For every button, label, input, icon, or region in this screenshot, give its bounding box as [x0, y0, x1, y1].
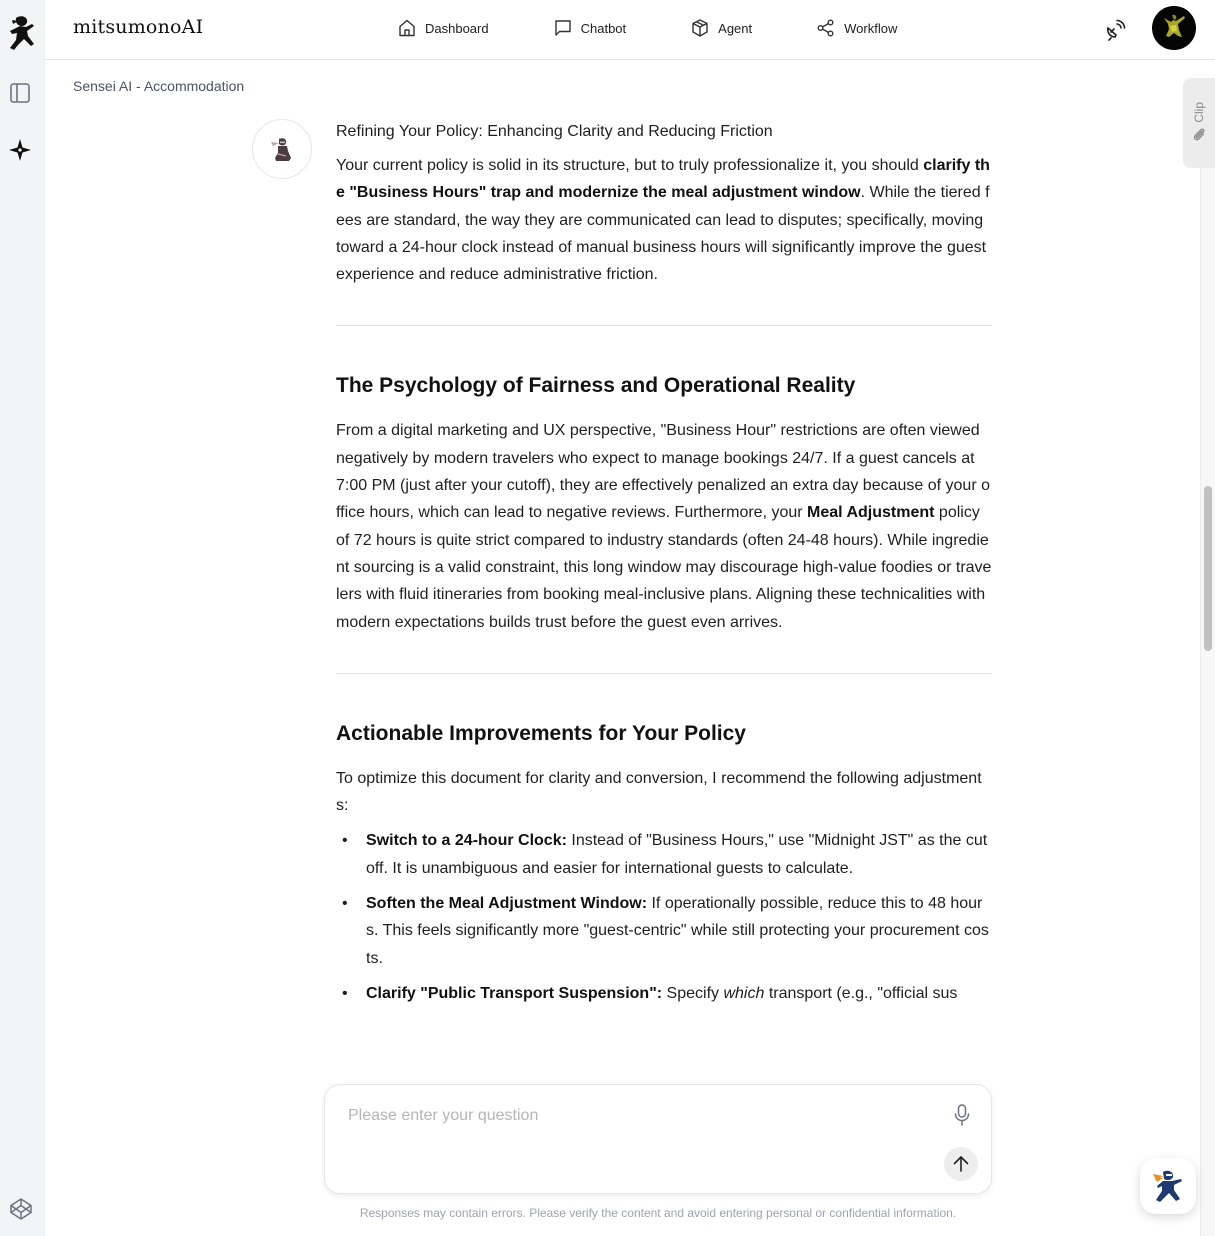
user-avatar[interactable] [1152, 6, 1196, 50]
codepen-cube-icon[interactable] [9, 1197, 33, 1221]
share-nodes-icon [816, 18, 836, 38]
psychology-bold: Meal Adjustment [807, 504, 935, 522]
list-item-title: Soften the Meal Adjustment Window: [366, 895, 648, 913]
bot-avatar [252, 119, 312, 179]
nav-agent[interactable] [690, 17, 752, 39]
list-item [336, 827, 992, 882]
message-intro [336, 152, 992, 288]
home-icon [397, 18, 417, 38]
list-item [336, 980, 992, 1007]
sensei-ninja-icon [267, 134, 297, 164]
psychology-text: From a digital marketing and UX perspective, "Business Hour" restrictions are often viewed negatively by modern travelers who expect to manage bookings 24/7. If a guest cancels at 7:00 PM (just after your cutoff), they are effectively penalized an extra day because of your office hours, which can lead to negative reviews. Furthermore, your [336, 422, 990, 522]
improvements-intro: To optimize this document for clarity and conversion, I recommend the following adjustments: [336, 769, 982, 815]
clip-label: Clip [1192, 102, 1206, 123]
list-item-title: Switch to a 24-hour Clock: [366, 832, 567, 850]
nav-chatbot-label: Chatbot [580, 20, 627, 36]
clip-side-tab[interactable] [1183, 78, 1215, 168]
nav-agent-label: Agent [718, 20, 753, 36]
cube-box-icon [690, 18, 710, 38]
chat-bubble-icon [553, 18, 573, 38]
question-input[interactable] [348, 1107, 928, 1167]
list-item-emphasis: which [723, 984, 765, 1002]
assistant-message [336, 120, 992, 1015]
section-divider [336, 325, 992, 326]
left-rail [0, 0, 45, 1236]
breadcrumb: Sensei AI - Accommodation [73, 78, 245, 94]
nav-workflow-label: Workflow [844, 20, 898, 36]
section-heading-psychology: The Psychology of Fairness and Operational Reality [336, 374, 856, 398]
chat-content [45, 60, 1183, 1076]
section-psychology-body [336, 417, 992, 635]
chat-composer [324, 1084, 992, 1194]
list-item-text-end: transport (e.g., "official sus [764, 984, 958, 1002]
intro-text: Your current policy is solid in its structure, but to truly professionalize it, you should [336, 157, 924, 174]
scrollbar-thumb[interactable] [1204, 486, 1212, 651]
intro-text-end: . While the tiered fees are standard, the way they are communicated can lead to disputes; specifically, moving toward a 24-hour clock instead of manual business hours will significantly improve the guest experience and reduce administrative friction. [336, 184, 990, 284]
ninja-mascot-icon [1148, 1166, 1188, 1206]
list-item-title: Clarify "Public Transport Suspension": [366, 984, 663, 1002]
section-divider [336, 673, 992, 674]
list-item-text: If operationally possible, reduce this to 48 hours. This feels significantly more "guest-centric" while still protecting your procurement costs. [366, 895, 989, 967]
sparkle-icon[interactable] [8, 138, 32, 162]
section-heading-improvements: Actionable Improvements for Your Policy [336, 721, 746, 745]
message-title: Refining Your Policy: Enhancing Clarity and Reducing Friction [336, 123, 773, 140]
top-header [45, 0, 1215, 60]
main-nav [397, 17, 897, 39]
avatar-ninja-figure-icon [1152, 6, 1196, 50]
send-button[interactable] [944, 1147, 978, 1181]
assistant-launcher-button[interactable] [1140, 1158, 1196, 1214]
nav-chatbot[interactable] [553, 17, 627, 39]
microphone-icon[interactable] [951, 1103, 973, 1127]
nav-dashboard[interactable] [397, 17, 489, 39]
sidebar-toggle-icon[interactable] [9, 82, 31, 104]
nav-workflow[interactable] [816, 17, 897, 39]
scrollbar-track[interactable] [1200, 168, 1215, 1236]
ninja-logo-icon[interactable] [4, 14, 40, 52]
list-item [336, 890, 992, 972]
list-item-text: Instead of "Business Hours," use "Midnight JST" as the cutoff. It is unambiguous and easier for international guests to calculate. [366, 832, 988, 877]
paperclip-icon [1191, 126, 1207, 142]
arrow-up-icon [951, 1154, 971, 1174]
intro-bold: clarify the "Business Hours" trap and modernize the meal adjustment window [336, 157, 990, 202]
satellite-dish-icon[interactable] [1103, 16, 1129, 42]
improvements-list [336, 827, 992, 1007]
brand-name[interactable]: mitsumonoAI [73, 16, 204, 38]
psychology-text-end: policy of 72 hours is quite strict compared to industry standards (often 24-48 hours). While ingredient sourcing is a valid constraint, this long window may discourage high-value foodies or travelers with fluid itineraries from booking meal-inclusive plans. Aligning these technicalities with modern expectations builds trust before the guest even arrives. [336, 504, 992, 631]
disclaimer-text: Responses may contain errors. Please verify the content and avoid entering personal or confidential information. [359, 1206, 957, 1220]
list-item-text: Specify [662, 984, 724, 1002]
nav-dashboard-label: Dashboard [425, 20, 489, 36]
